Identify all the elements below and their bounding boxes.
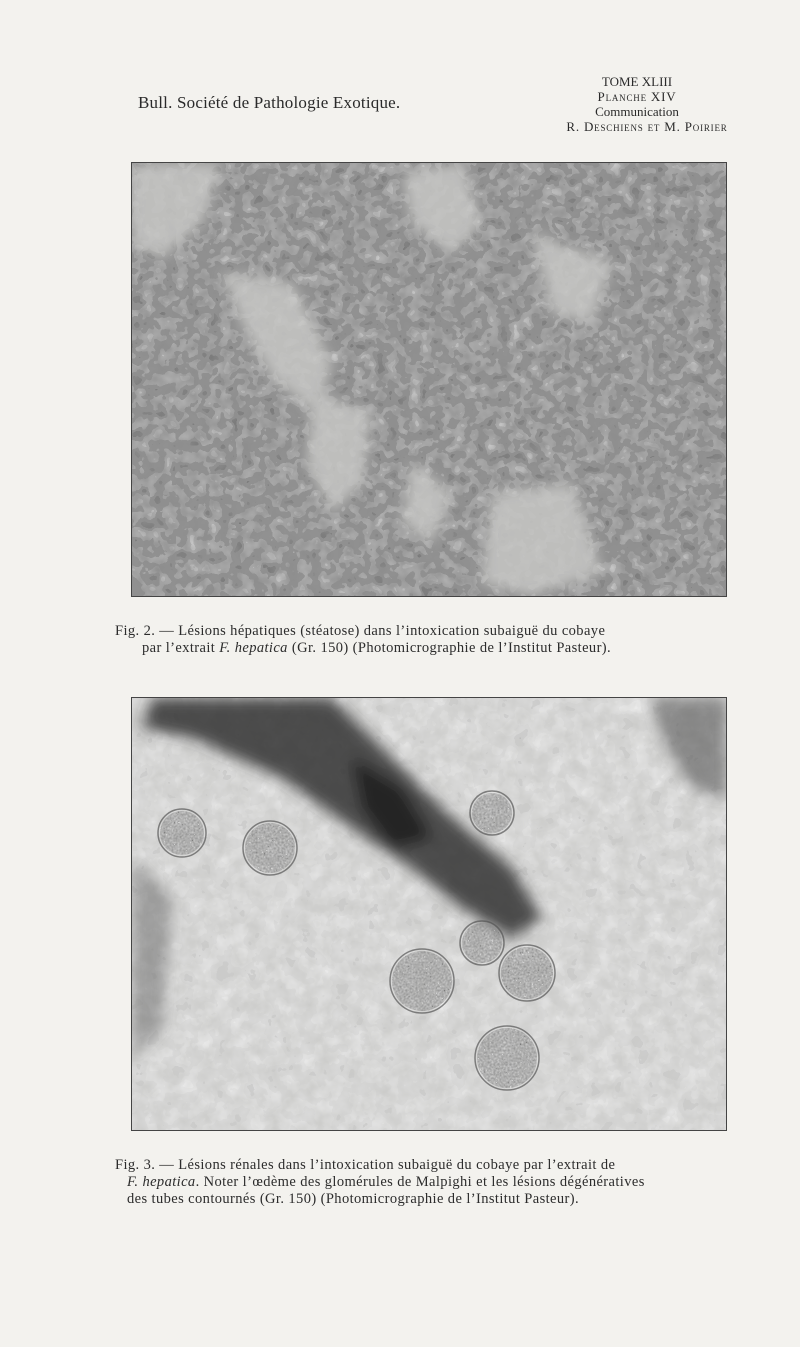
figure-3-caption-text-b: . Noter l’œdème des glomérules de Malpighi et les lésions dégénératives (195, 1174, 645, 1190)
figure-3-caption-text-a: Lésions rénales dans l’intoxication subaiguë du cobaye par l’extrait de (178, 1157, 616, 1173)
plate-metadata (522, 74, 752, 134)
figure-2-caption-text-c: (Gr. 150) (Photomicrographie de l’Institut Pasteur). (287, 640, 612, 656)
figure-3-caption-text-c: des tubes contournés (Gr. 150) (Photomicrographie de l’Institut Pasteur). (127, 1191, 580, 1207)
figure-2-label: Fig. 2. (115, 623, 156, 639)
figure-2-photomicrograph (131, 162, 727, 597)
tome-label: TOME XLIII (601, 74, 673, 89)
communication-label: Communication (595, 104, 679, 119)
journal-title: Bull. Société de Pathologie Exotique. (138, 93, 401, 112)
figure-3-label: Fig. 3. (115, 1157, 156, 1173)
liver-photomicrograph-image (132, 163, 726, 596)
figure-3-photomicrograph (131, 697, 727, 1131)
figure-3-caption (115, 1157, 765, 1208)
figure-2-species: F. hepatica (219, 640, 288, 656)
figure-3-species: F. hepatica (127, 1174, 196, 1190)
planche-label: Planche XIV (597, 89, 677, 104)
figure-2-caption (115, 623, 765, 657)
caption-dash: — (155, 623, 179, 639)
caption-dash: — (155, 1157, 179, 1173)
authors-label: R. Deschiens et M. Poirier (566, 119, 728, 134)
figure-2-caption-text-a: Lésions hépatiques (stéatose) dans l’intoxication subaiguë du cobaye (178, 623, 606, 639)
figure-2-caption-text-b: par l’extrait (142, 640, 220, 656)
kidney-photomicrograph-image (132, 698, 726, 1130)
